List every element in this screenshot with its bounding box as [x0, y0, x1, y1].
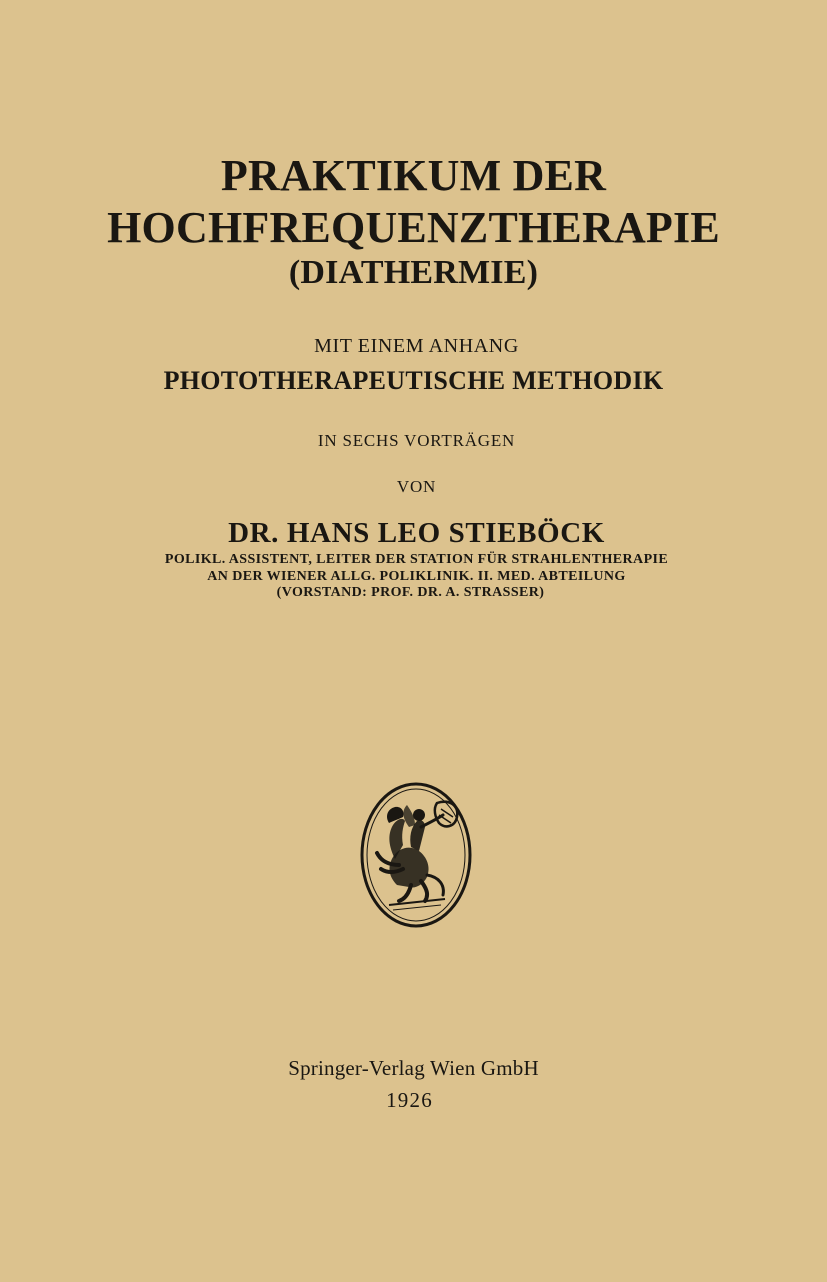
book-title-line-3: (DIATHERMIE): [288, 254, 539, 291]
book-title-line-2: HOCHFREQUENZTHERAPIE: [107, 203, 720, 252]
lectures-note: IN SECHS VORTRÄGEN: [317, 431, 516, 450]
by-label: VON: [396, 477, 437, 496]
author-affiliation-line-1: POLIKL. ASSISTENT, LEITER DER STATION FÜR STRAHLENTHERAPIE: [164, 552, 669, 567]
publication-year: 1926: [386, 1088, 433, 1112]
book-title-line-1: PRAKTIKUM DER: [220, 151, 607, 200]
author-affiliation-line-2: AN DER WIENER ALLG. POLIKLINIK. II. MED. ABTEILUNG: [207, 569, 626, 584]
publisher-name: Springer-Verlag Wien GmbH: [288, 1056, 539, 1080]
appendix-label: MIT EINEM ANHANG: [314, 335, 519, 357]
appendix-title: PHOTOTHERAPEUTISCHE METHODIK: [163, 366, 664, 395]
author-name: DR. HANS LEO STIEBÖCK: [228, 517, 605, 549]
author-affiliation-line-3: (VORSTAND: PROF. DR. A. STRASSER): [276, 585, 545, 600]
publisher-emblem-icon: [359, 781, 473, 929]
